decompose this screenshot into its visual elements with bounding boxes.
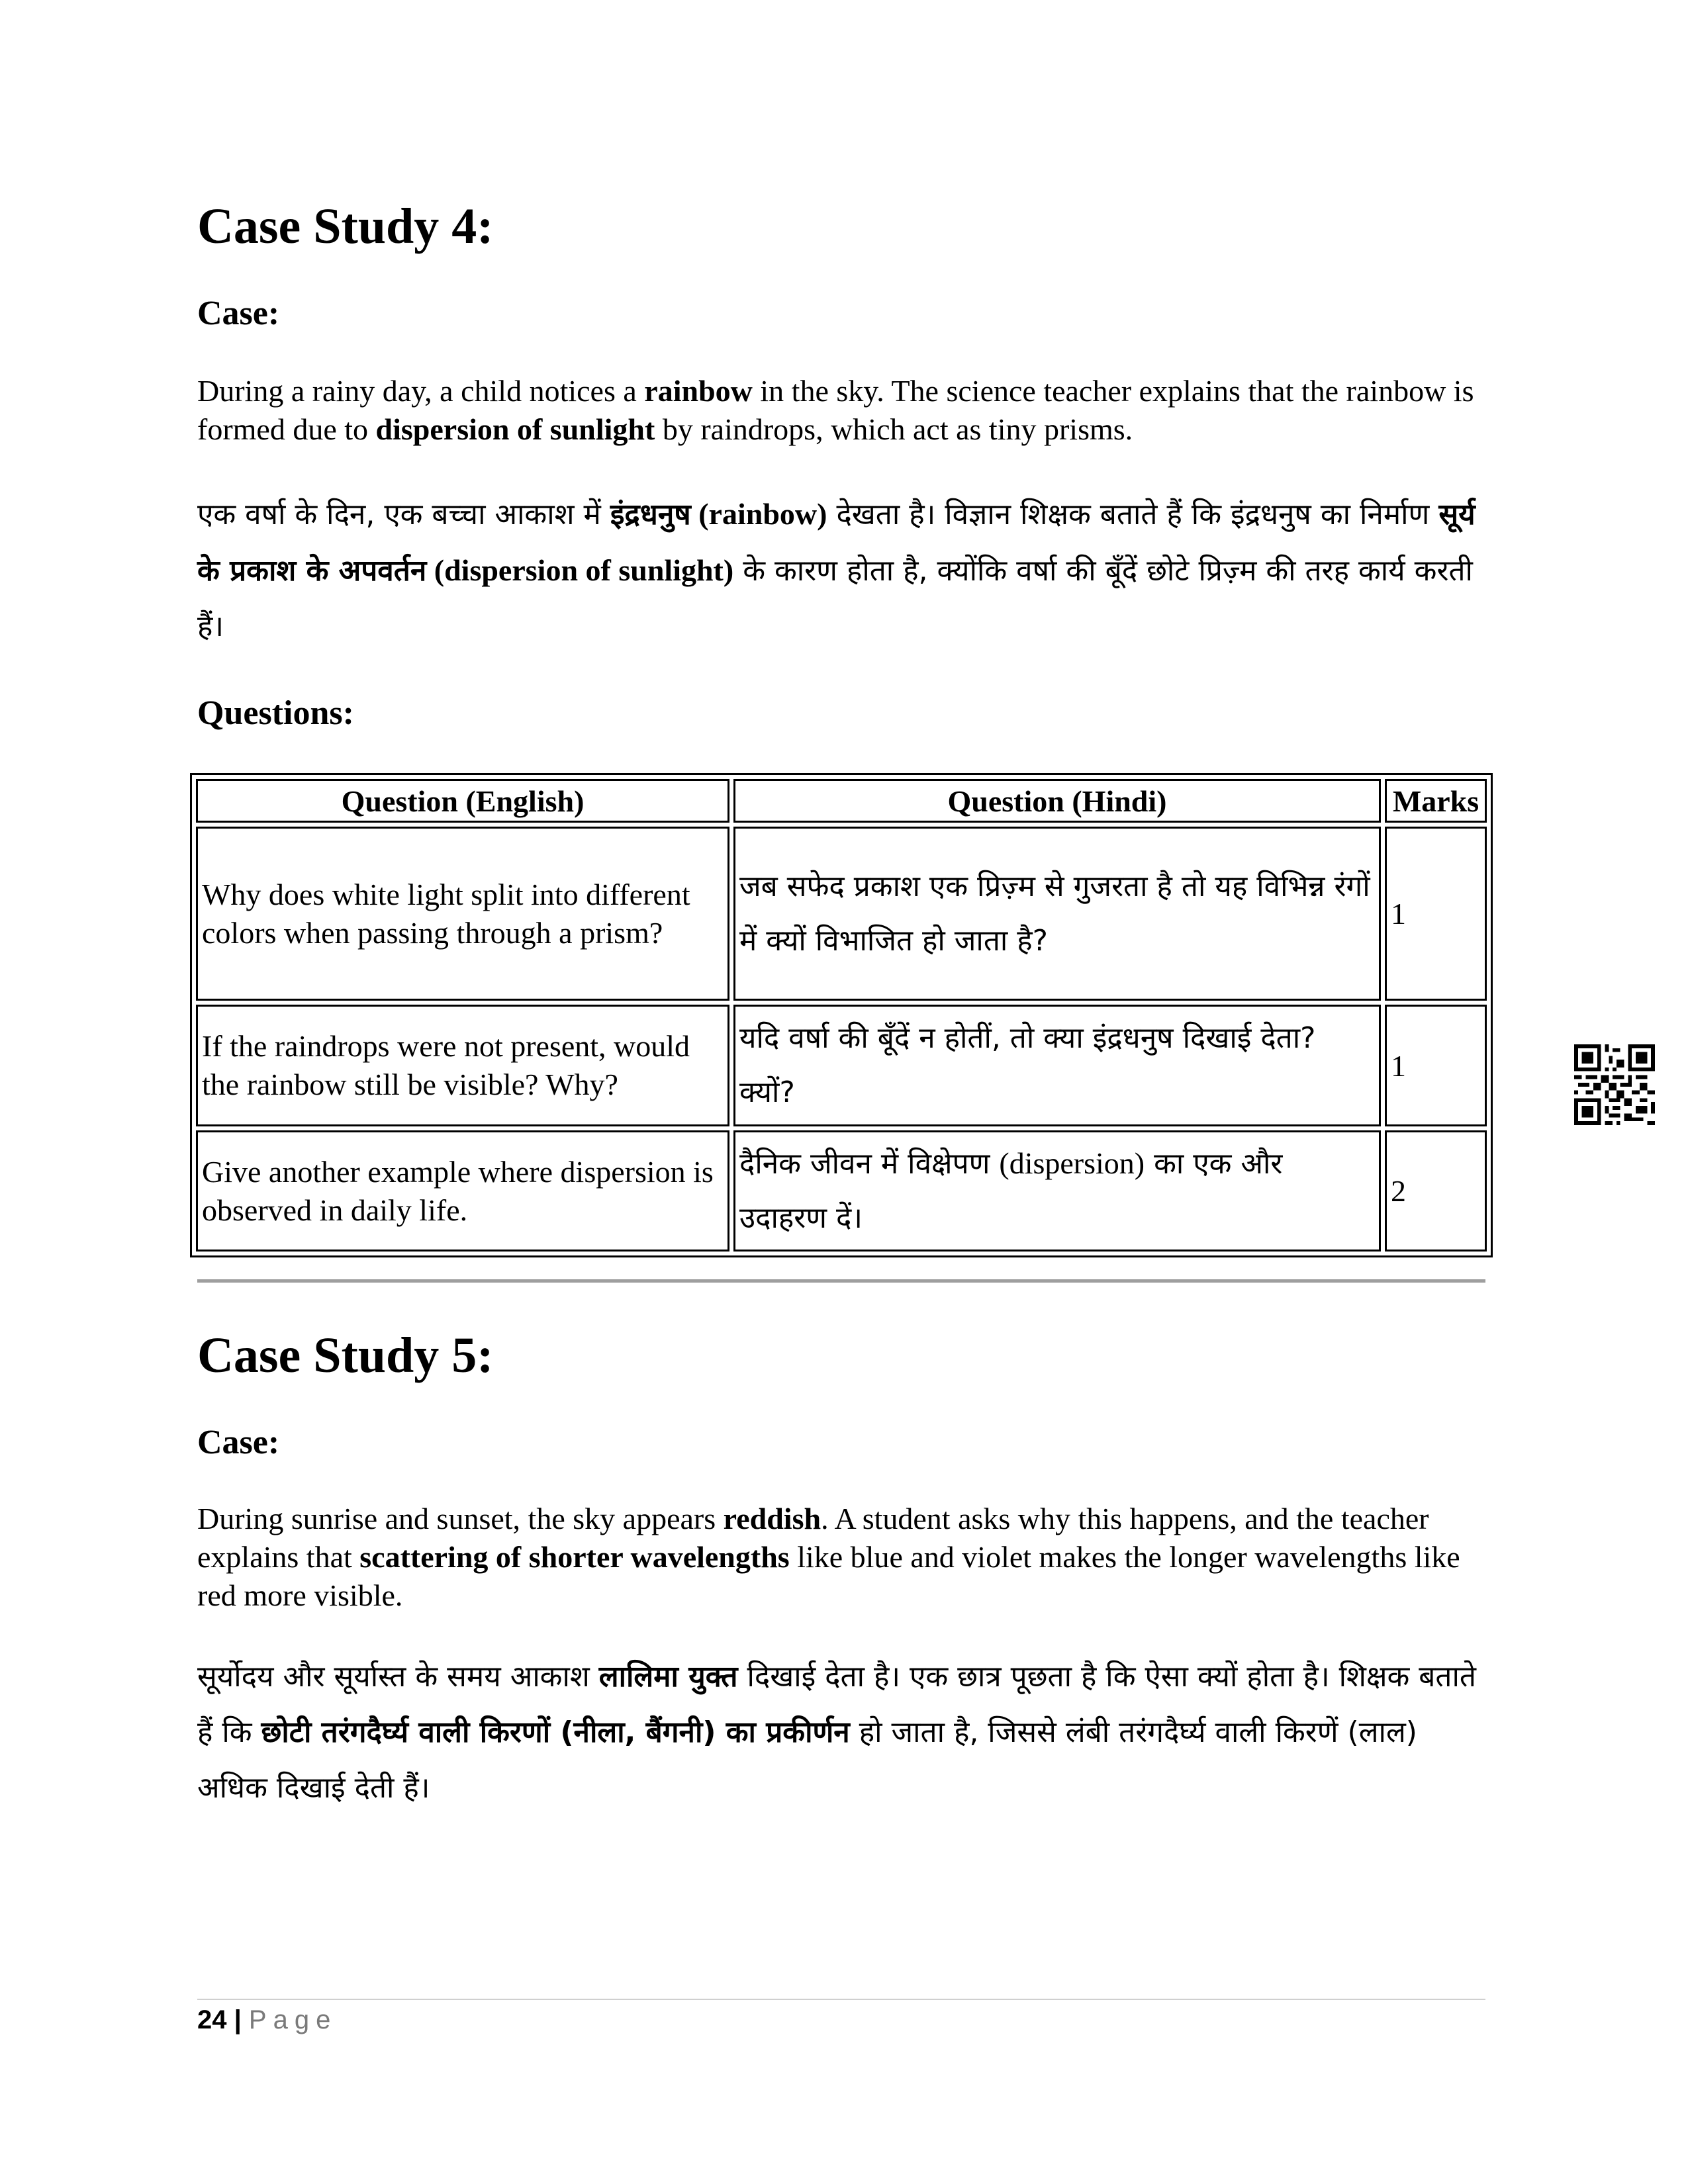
question-hindi: यदि वर्षा की बूँदें न होतीं, तो क्या इंद्रधनुष दिखाई देता? क्यों? xyxy=(733,1005,1381,1126)
questions-table xyxy=(190,773,1493,1257)
questions-label: Questions: xyxy=(197,694,354,732)
question-english: Give another example where dispersion is observed in daily life. xyxy=(196,1130,729,1251)
question-english: Why does white light split into different colors when passing through a prism? xyxy=(196,827,729,1001)
case-study-5-title: Case Study 5: xyxy=(197,1328,494,1383)
column-header-marks: Marks xyxy=(1385,779,1487,823)
question-hindi: जब सफेद प्रकाश एक प्रिज़्म से गुजरता है तो यह विभिन्न रंगों में क्यों विभाजित हो जाता है? xyxy=(733,827,1381,1001)
question-hindi: दैनिक जीवन में विक्षेपण (dispersion) का एक और उदाहरण दें। xyxy=(733,1130,1381,1251)
case-study-4-title: Case Study 4: xyxy=(197,199,494,254)
section-divider xyxy=(197,1279,1485,1283)
question-marks: 2 xyxy=(1385,1130,1487,1251)
table-row xyxy=(196,1130,1487,1251)
page-number: 24 xyxy=(197,2005,227,2034)
case-study-5-case-label: Case: xyxy=(197,1424,280,1461)
case-study-4-hindi-text: एक वर्षा के दिन, एक बच्चा आकाश में इंद्रधनुष (rainbow) देखता है। विज्ञान शिक्षक बताते हैं कि इंद्रधनुष का निर्माण सूर्य के प्रकाश के अपवर्तन (dispersion of sunlight) के कारण होता है, क्योंकि वर्षा की बूँदें छोटे प्रिज़्म की तरह कार्य करती हैं। xyxy=(197,497,1476,643)
table-row xyxy=(196,1005,1487,1126)
page-label: Page xyxy=(248,2005,338,2034)
question-marks: 1 xyxy=(1385,827,1487,1001)
table-header-row xyxy=(196,779,1487,823)
table-row xyxy=(196,827,1487,1001)
question-english: If the raindrops were not present, would the rainbow still be visible? Why? xyxy=(196,1005,729,1126)
qr-code-icon xyxy=(1574,1044,1655,1125)
case-study-5-english-text: During sunrise and sunset, the sky appears reddish. A student asks why this happens, and the teacher explains that scattering of shorter wavelengths like blue and violet makes the longer wavelengths like red more visible. xyxy=(197,1502,1460,1612)
question-marks: 1 xyxy=(1385,1005,1487,1126)
case-study-4-case-label: Case: xyxy=(197,295,280,332)
column-header-english: Question (English) xyxy=(196,779,729,823)
case-study-4-english-text: During a rainy day, a child notices a rainbow in the sky. The science teacher explains that the rainbow is formed due to dispersion of sunlight by raindrops, which act as tiny prisms. xyxy=(197,374,1474,446)
column-header-hindi: Question (Hindi) xyxy=(733,779,1381,823)
footer-divider xyxy=(197,1999,1485,2000)
page-footer: 24 | Page xyxy=(197,2005,338,2034)
case-study-5-hindi-text: सूर्योदय और सूर्यास्त के समय आकाश लालिमा युक्त दिखाई देता है। एक छात्र पूछता है कि ऐसा क्यों होता है। शिक्षक बताते हैं कि छोटी तरंगदैर्घ्य वाली किरणों (नीला, बैंगनी) का प्रकीर्णन हो जाता है, जिससे लंबी तरंगदैर्घ्य वाली किरणें (लाल) अधिक दिखाई देती हैं। xyxy=(197,1660,1476,1805)
